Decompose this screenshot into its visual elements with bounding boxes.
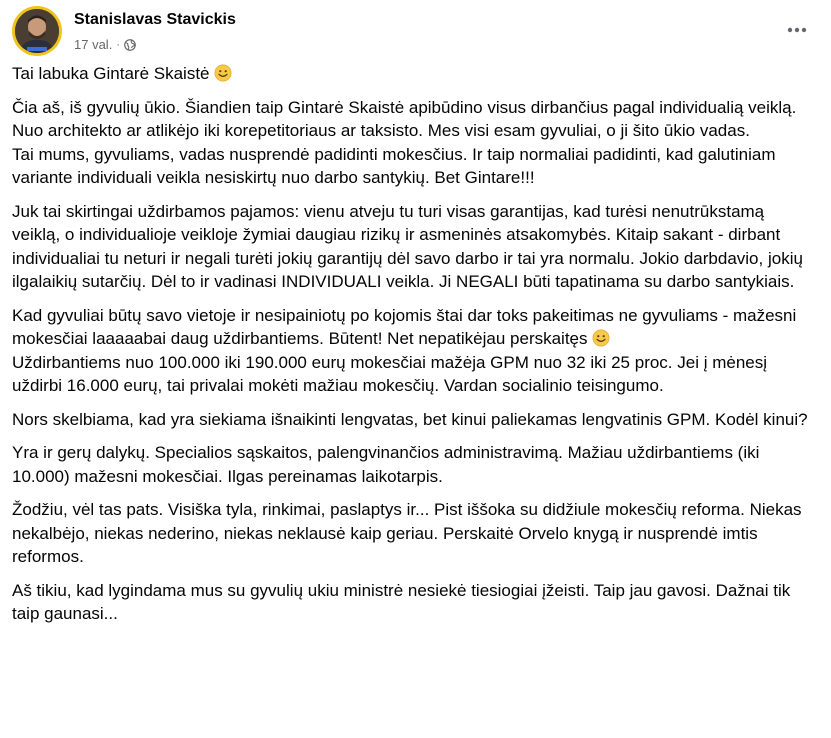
- paragraph-text: Tai labuka Gintarė Skaistė: [12, 64, 215, 83]
- post-paragraph-4: [12, 304, 817, 398]
- paragraph-text: Nors skelbiama, kad yra siekiama išnaikinti lengvatas, bet kinui paliekamas lengvatinis GPM. Kodėl kinui?: [12, 409, 808, 429]
- avatar-photo: [15, 9, 59, 53]
- paragraph-text: Yra ir gerų dalykų. Specialios sąskaitos, palengvinančios administravimą. Mažiau uždirbantiems (iki 10.000) mažesni mokesčiai. Ilgas pereinamas laikotarpis.: [12, 443, 760, 486]
- post-paragraph-8: [12, 579, 817, 626]
- more-horizontal-icon: [787, 27, 807, 33]
- post-body: [12, 62, 817, 636]
- post-header: [12, 6, 819, 58]
- paragraph-text: Juk tai skirtingai uždirbamos pajamos: vienu atveju tu turi visas garantijas, kad turėsi nenutrūkstamą veiklą, o individualioje veikloje žymiai daugiau rizikų ir asmeninės atsakomybės. Kitaip sakant - dirbant individualiai tu neturi ir negali turėti jokių garantijų dėl savo darbo ir tai yra normalu. Jokio darbdavio, jokių ilgalaikių sutarčių. Dėl to ir vadinasi INDIVIDUALI veikla. Ji NEGALI būti tapatinama su darbo santykiais.: [12, 201, 803, 291]
- post-paragraph-1: [12, 62, 817, 86]
- smile-emoji-icon: [592, 329, 610, 347]
- post-paragraph-7: [12, 498, 817, 569]
- paragraph-text: Aš tikiu, kad lygindama mus su gyvulių ukiu ministrė nesiekė tiesiogiai įžeisti. Taip jau gavosi. Dažnai tik taip gaunasi...: [12, 580, 791, 623]
- paragraph-text: Čia aš, iš gyvulių ūkio. Šiandien taip Gintarė Skaistė apibūdino visus dirbančius pagal individualią veiklą. Nuo architekto ar atlikėjo iki korepetitoriaus ar taksisto. Mes visi esam gyvuliai, o ji šito ūkio vadas.: [12, 97, 797, 140]
- paragraph-text: Kad gyvuliai būtų savo vietoje ir nesipainiotų po kojomis štai dar toks pakeitimas ne gyvuliams - mažesni mokesčiai laaaaabai daug uždirbantiems. Būtent! Net nepatikėjau perskaitęs: [12, 305, 797, 348]
- meta-separator: ·: [116, 38, 120, 51]
- paragraph-text: Žodžiu, vėl tas pats. Visiška tyla, rinkimai, paslaptys ir... Pist iššoka su didžiule mokesčių reforma. Niekas nekalbėjo, niekas nederino, niekas neklausė kaip geriau. Perskaitė Orvelo knygą ir nusprendė imtis reformos.: [12, 500, 802, 566]
- post-paragraph-6: [12, 441, 817, 488]
- post-paragraph-3: [12, 200, 817, 294]
- person-silhouette-icon: [15, 9, 59, 53]
- more-options-button[interactable]: [785, 18, 809, 42]
- post-meta: [74, 37, 136, 52]
- post-paragraph-2: [12, 96, 817, 190]
- post-time[interactable]: 17 val.: [74, 37, 113, 52]
- paragraph-text: Tai mums, gyvuliams, vadas nusprendė padidinti mokesčius. Ir taip normaliai padidinti, kad galutiniam variante individuali veikla nesiskirtų nuo darbo santykių. Bet Gintare!!!: [12, 144, 776, 187]
- author-name[interactable]: Stanislavas Stavickis: [74, 11, 236, 28]
- smile-emoji-icon: [214, 64, 232, 82]
- post-paragraph-5: [12, 408, 817, 432]
- avatar[interactable]: [12, 6, 62, 56]
- globe-icon[interactable]: [124, 39, 136, 51]
- paragraph-text: Uždirbantiems nuo 100.000 iki 190.000 eurų mokesčiai mažėja GPM nuo 32 iki 25 proc. Jei į mėnesį uždirbi 16.000 eurų, tai privalai mokėti mažiau mokesčių. Vardan socialinio teisingumo.: [12, 352, 768, 395]
